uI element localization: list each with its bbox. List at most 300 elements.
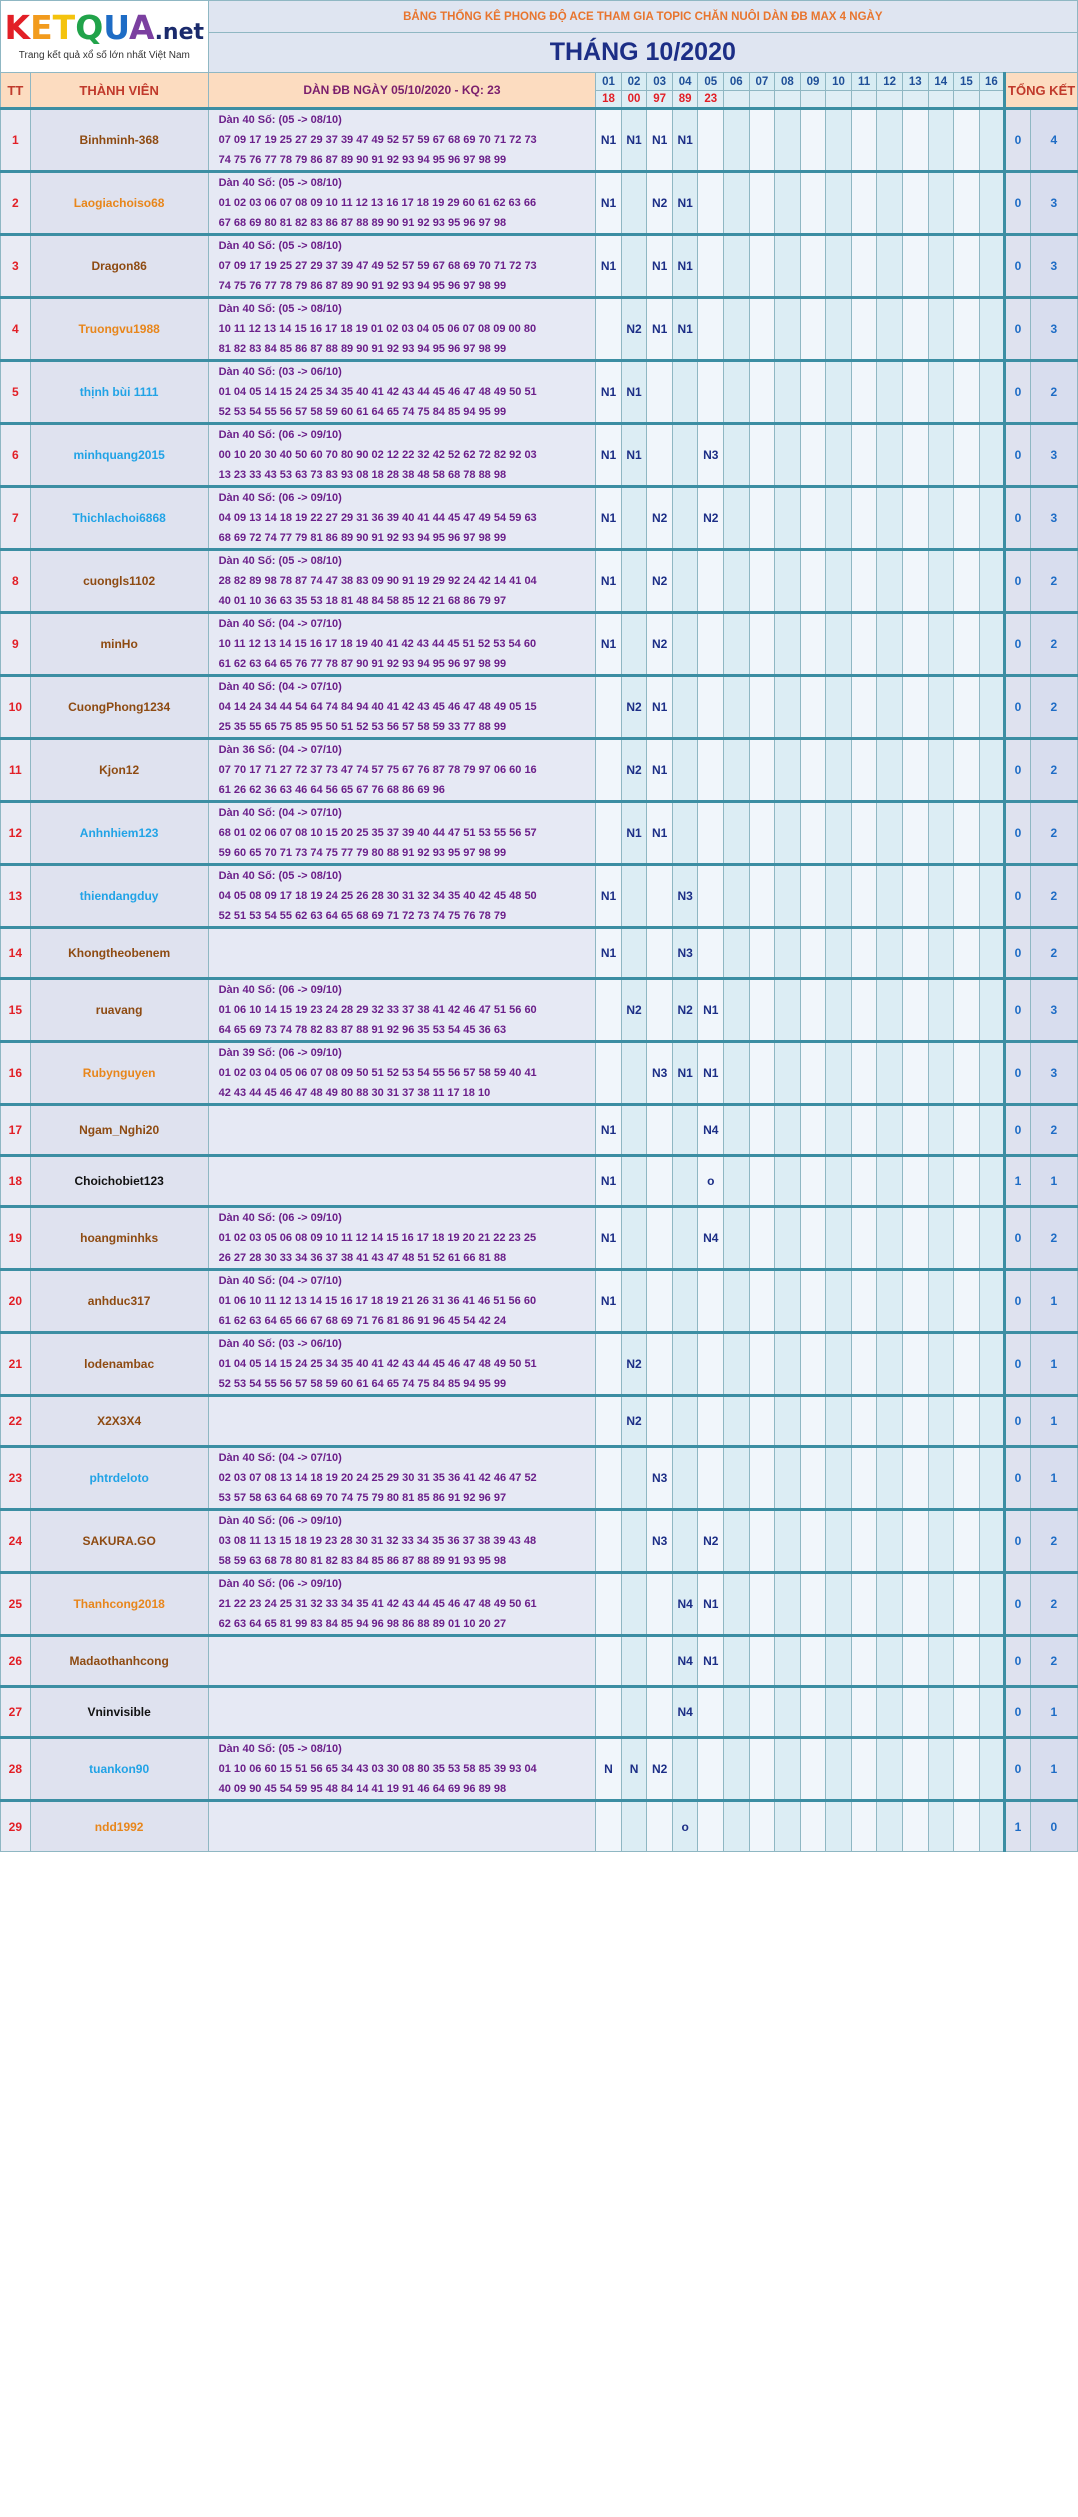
day-mark xyxy=(928,739,954,802)
day-mark xyxy=(902,361,928,424)
day-mark xyxy=(621,1042,647,1105)
row-number: 14 xyxy=(1,928,31,979)
total-days: 1 xyxy=(1030,1687,1077,1738)
dan-line: 74 75 76 77 78 79 86 87 89 90 91 92 93 94 95 96 97 98 99 xyxy=(218,154,507,166)
day-mark xyxy=(954,1042,980,1105)
day-mark xyxy=(902,1447,928,1510)
day-mark xyxy=(979,1333,1005,1396)
day-mark xyxy=(775,424,801,487)
day-header-15: 15 xyxy=(954,73,980,91)
row-number: 1 xyxy=(1,109,31,172)
day-mark: N1 xyxy=(647,235,673,298)
day-mark xyxy=(826,1801,852,1852)
day-mark xyxy=(749,235,775,298)
total-days: 1 xyxy=(1030,1738,1077,1801)
member-dan xyxy=(208,676,596,739)
day-mark xyxy=(877,739,903,802)
day-mark xyxy=(775,361,801,424)
day-mark xyxy=(954,172,980,235)
dan-line: 03 08 11 13 15 18 19 23 28 30 31 32 33 34 35 36 37 38 39 43 48 xyxy=(218,1535,537,1547)
day-mark: N2 xyxy=(621,1396,647,1447)
day-mark xyxy=(800,1207,826,1270)
total-hits: 0 xyxy=(1005,1270,1031,1333)
day-mark xyxy=(698,1270,724,1333)
row-number: 29 xyxy=(1,1801,31,1852)
member-dan xyxy=(208,1333,596,1396)
day-mark xyxy=(902,1573,928,1636)
dan-line: Dàn 40 Số: (05 -> 08/10) xyxy=(218,177,342,189)
day-mark xyxy=(877,361,903,424)
day-mark xyxy=(851,865,877,928)
day-mark xyxy=(877,298,903,361)
dan-line: 59 60 65 70 71 73 74 75 77 79 80 88 91 92 93 95 97 98 99 xyxy=(218,847,507,859)
row-number: 28 xyxy=(1,1738,31,1801)
day-mark xyxy=(647,1396,673,1447)
day-mark xyxy=(775,1156,801,1207)
dan-line: Dàn 40 Số: (04 -> 07/10) xyxy=(218,681,342,693)
dan-line: Dàn 40 Số: (06 -> 09/10) xyxy=(218,492,342,504)
day-mark xyxy=(800,172,826,235)
total-days: 2 xyxy=(1030,802,1077,865)
dan-line: 42 43 44 45 46 47 48 49 80 88 30 31 37 38 11 17 18 10 xyxy=(218,1087,491,1099)
day-mark xyxy=(698,1738,724,1801)
day-mark xyxy=(979,1447,1005,1510)
day-mark xyxy=(647,1270,673,1333)
member-name: Vninvisible xyxy=(30,1687,208,1738)
logo-letter: E xyxy=(30,8,53,47)
day-mark xyxy=(851,928,877,979)
day-mark xyxy=(775,928,801,979)
total-days: 1 xyxy=(1030,1333,1077,1396)
day-mark xyxy=(928,1270,954,1333)
day-mark xyxy=(647,1687,673,1738)
dan-line: 01 10 06 60 15 51 56 65 34 43 03 30 08 80 35 53 58 85 39 93 04 xyxy=(218,1763,537,1775)
dan-line: 01 02 03 05 06 08 09 10 11 12 14 15 16 17 18 19 20 21 22 23 25 xyxy=(218,1232,537,1244)
day-mark xyxy=(928,1156,954,1207)
day-mark xyxy=(596,1042,622,1105)
day-mark: N3 xyxy=(698,424,724,487)
day-mark xyxy=(749,550,775,613)
day-mark: N2 xyxy=(647,1738,673,1801)
dan-line: 81 82 83 84 85 86 87 88 89 90 91 92 93 94 95 96 97 98 99 xyxy=(218,343,507,355)
day-mark xyxy=(698,739,724,802)
row-number: 27 xyxy=(1,1687,31,1738)
day-mark xyxy=(851,1270,877,1333)
day-mark xyxy=(621,1447,647,1510)
day-mark xyxy=(877,613,903,676)
member-dan xyxy=(208,802,596,865)
day-mark xyxy=(775,1207,801,1270)
dan-line: 53 57 58 63 64 68 69 70 74 75 79 80 81 85 86 91 92 96 97 xyxy=(218,1492,507,1504)
total-hits: 0 xyxy=(1005,1738,1031,1801)
day-mark xyxy=(851,1447,877,1510)
day-mark xyxy=(775,1042,801,1105)
day-mark xyxy=(954,979,980,1042)
member-dan xyxy=(208,865,596,928)
day-mark xyxy=(826,802,852,865)
row-number: 22 xyxy=(1,1396,31,1447)
day-mark xyxy=(979,1687,1005,1738)
day-mark xyxy=(877,1105,903,1156)
total-days: 1 xyxy=(1030,1447,1077,1510)
day-mark xyxy=(826,1738,852,1801)
day-mark xyxy=(647,1156,673,1207)
day-mark xyxy=(800,1687,826,1738)
day-mark: N1 xyxy=(698,979,724,1042)
day-result-08 xyxy=(775,91,801,109)
day-mark xyxy=(826,1042,852,1105)
member-dan xyxy=(208,487,596,550)
day-mark xyxy=(928,865,954,928)
day-mark: N2 xyxy=(621,676,647,739)
member-name: cuongls1102 xyxy=(30,550,208,613)
total-hits: 0 xyxy=(1005,1042,1031,1105)
member-row xyxy=(1,1447,1078,1510)
day-mark xyxy=(954,802,980,865)
day-mark xyxy=(800,1396,826,1447)
day-mark xyxy=(800,1801,826,1852)
day-mark xyxy=(877,928,903,979)
day-mark xyxy=(621,1156,647,1207)
member-dan xyxy=(208,1207,596,1270)
day-mark xyxy=(775,1396,801,1447)
day-mark xyxy=(928,109,954,172)
total-hits: 0 xyxy=(1005,1396,1031,1447)
day-mark xyxy=(596,979,622,1042)
dan-line: 01 02 03 04 05 06 07 08 09 50 51 52 53 54 55 56 57 58 59 40 41 xyxy=(218,1067,537,1079)
member-row xyxy=(1,1042,1078,1105)
total-days: 2 xyxy=(1030,865,1077,928)
member-dan xyxy=(208,1105,596,1156)
day-mark xyxy=(724,1801,750,1852)
day-mark: N4 xyxy=(698,1105,724,1156)
day-mark: N1 xyxy=(621,361,647,424)
day-mark: N4 xyxy=(672,1636,698,1687)
day-mark xyxy=(826,1573,852,1636)
day-mark xyxy=(800,298,826,361)
day-mark xyxy=(775,1270,801,1333)
day-mark xyxy=(724,1687,750,1738)
day-mark xyxy=(775,1105,801,1156)
dan-line: Dàn 40 Số: (04 -> 07/10) xyxy=(218,618,342,630)
member-row xyxy=(1,1636,1078,1687)
day-mark xyxy=(724,979,750,1042)
member-dan xyxy=(208,1801,596,1852)
day-mark xyxy=(647,1573,673,1636)
day-mark: N1 xyxy=(596,928,622,979)
day-mark xyxy=(979,1156,1005,1207)
day-mark: N1 xyxy=(621,802,647,865)
row-number: 4 xyxy=(1,298,31,361)
dan-line: Dàn 39 Số: (06 -> 09/10) xyxy=(218,1047,342,1059)
day-mark xyxy=(800,109,826,172)
day-mark: N1 xyxy=(647,298,673,361)
day-header-11: 11 xyxy=(851,73,877,91)
day-mark xyxy=(647,424,673,487)
day-mark xyxy=(826,739,852,802)
day-mark xyxy=(979,1573,1005,1636)
day-mark xyxy=(954,1447,980,1510)
day-mark xyxy=(954,1105,980,1156)
day-mark xyxy=(902,1636,928,1687)
day-mark xyxy=(672,1333,698,1396)
day-mark xyxy=(800,739,826,802)
day-mark xyxy=(749,928,775,979)
member-name: thịnh bùi 1111 xyxy=(30,361,208,424)
row-number: 2 xyxy=(1,172,31,235)
day-mark xyxy=(621,172,647,235)
day-mark xyxy=(775,109,801,172)
day-mark xyxy=(596,739,622,802)
day-mark xyxy=(749,1687,775,1738)
day-mark xyxy=(851,979,877,1042)
day-mark xyxy=(877,1333,903,1396)
day-mark: N1 xyxy=(698,1636,724,1687)
member-name: CuongPhong1234 xyxy=(30,676,208,739)
day-mark xyxy=(698,235,724,298)
day-mark: N2 xyxy=(647,613,673,676)
day-mark xyxy=(672,739,698,802)
day-mark xyxy=(877,865,903,928)
day-mark xyxy=(698,613,724,676)
member-name: Thanhcong2018 xyxy=(30,1573,208,1636)
dan-line: 40 09 90 45 54 59 95 48 84 14 41 19 91 46 64 69 96 89 98 xyxy=(218,1783,507,1795)
dan-line: Dàn 40 Số: (03 -> 06/10) xyxy=(218,1338,342,1350)
day-mark xyxy=(749,1270,775,1333)
dan-line: 01 04 05 14 15 24 25 34 35 40 41 42 43 44 45 46 47 48 49 50 51 xyxy=(218,1358,537,1370)
day-mark xyxy=(724,1396,750,1447)
day-mark xyxy=(698,298,724,361)
day-header-09: 09 xyxy=(800,73,826,91)
day-mark xyxy=(596,1687,622,1738)
member-dan xyxy=(208,1573,596,1636)
day-mark: N1 xyxy=(621,424,647,487)
day-mark xyxy=(672,361,698,424)
day-mark: N2 xyxy=(647,172,673,235)
day-mark xyxy=(621,1801,647,1852)
dan-line: Dàn 40 Số: (05 -> 08/10) xyxy=(218,240,342,252)
day-mark xyxy=(698,109,724,172)
day-mark xyxy=(928,1207,954,1270)
day-mark xyxy=(724,1105,750,1156)
day-mark xyxy=(826,1687,852,1738)
day-mark: N2 xyxy=(647,550,673,613)
total-hits: 0 xyxy=(1005,361,1031,424)
dan-line: 67 68 69 80 81 82 83 86 87 88 89 90 91 92 93 95 96 97 98 xyxy=(218,217,507,229)
day-mark: N1 xyxy=(596,865,622,928)
day-mark xyxy=(621,1687,647,1738)
day-mark xyxy=(928,487,954,550)
row-number: 13 xyxy=(1,865,31,928)
day-mark xyxy=(698,1396,724,1447)
row-number: 25 xyxy=(1,1573,31,1636)
day-mark xyxy=(954,1396,980,1447)
day-header-02: 02 xyxy=(621,73,647,91)
total-days: 2 xyxy=(1030,613,1077,676)
day-mark xyxy=(826,1333,852,1396)
logo-letter: U xyxy=(103,8,130,47)
day-mark xyxy=(954,613,980,676)
logo-letter: A xyxy=(129,8,155,47)
day-mark xyxy=(749,298,775,361)
banner-title: BẢNG THỐNG KÊ PHONG ĐỘ ACE THAM GIA TOPIC CHĂN NUÔI DÀN ĐB MAX 4 NGÀY xyxy=(208,1,1077,33)
dan-line: Dàn 40 Số: (06 -> 09/10) xyxy=(218,1212,342,1224)
day-mark xyxy=(979,487,1005,550)
day-mark xyxy=(928,676,954,739)
member-dan xyxy=(208,424,596,487)
day-mark: N1 xyxy=(596,172,622,235)
day-mark: o xyxy=(672,1801,698,1852)
total-hits: 0 xyxy=(1005,487,1031,550)
total-days: 2 xyxy=(1030,1510,1077,1573)
day-mark xyxy=(621,928,647,979)
dan-line: 25 35 55 65 75 85 95 50 51 52 53 56 57 58 59 33 77 88 99 xyxy=(218,721,507,733)
total-days: 3 xyxy=(1030,979,1077,1042)
day-mark xyxy=(749,1333,775,1396)
day-mark xyxy=(979,1270,1005,1333)
member-row xyxy=(1,1738,1078,1801)
total-days: 3 xyxy=(1030,424,1077,487)
member-name: Anhnhiem123 xyxy=(30,802,208,865)
header-member: THÀNH VIÊN xyxy=(30,73,208,109)
day-mark xyxy=(851,298,877,361)
day-mark xyxy=(698,802,724,865)
day-mark xyxy=(800,1333,826,1396)
day-mark xyxy=(979,550,1005,613)
day-mark xyxy=(954,1207,980,1270)
day-mark xyxy=(698,676,724,739)
day-mark xyxy=(775,1801,801,1852)
member-name: SAKURA.GO xyxy=(30,1510,208,1573)
day-mark xyxy=(877,802,903,865)
day-mark xyxy=(902,865,928,928)
member-row xyxy=(1,1105,1078,1156)
day-mark xyxy=(800,979,826,1042)
day-mark xyxy=(775,1636,801,1687)
dan-line: 07 09 17 19 25 27 29 37 39 47 49 52 57 59 67 68 69 70 71 72 73 xyxy=(218,260,537,272)
dan-line: 58 59 63 68 78 80 81 82 83 84 85 86 87 88 89 91 93 95 98 xyxy=(218,1555,507,1567)
day-mark xyxy=(800,865,826,928)
day-mark xyxy=(877,1573,903,1636)
total-hits: 0 xyxy=(1005,802,1031,865)
day-mark xyxy=(877,172,903,235)
member-dan xyxy=(208,109,596,172)
day-result-03: 97 xyxy=(647,91,673,109)
total-hits: 1 xyxy=(1005,1156,1031,1207)
header-dan: DÀN ĐB NGÀY 05/10/2020 - KQ: 23 xyxy=(208,73,596,109)
day-mark xyxy=(877,1636,903,1687)
day-mark xyxy=(954,550,980,613)
day-mark xyxy=(775,298,801,361)
day-mark: N2 xyxy=(647,487,673,550)
day-mark xyxy=(724,1042,750,1105)
row-number: 17 xyxy=(1,1105,31,1156)
day-mark: N1 xyxy=(672,109,698,172)
day-mark xyxy=(826,361,852,424)
member-name: X2X3X4 xyxy=(30,1396,208,1447)
day-mark: N2 xyxy=(698,1510,724,1573)
total-days: 3 xyxy=(1030,487,1077,550)
day-mark xyxy=(621,1105,647,1156)
total-days: 1 xyxy=(1030,1270,1077,1333)
header-tt: TT xyxy=(1,73,31,109)
day-header-05: 05 xyxy=(698,73,724,91)
day-mark xyxy=(826,235,852,298)
member-row xyxy=(1,235,1078,298)
day-mark xyxy=(902,487,928,550)
day-mark xyxy=(698,1333,724,1396)
member-dan xyxy=(208,172,596,235)
day-mark xyxy=(851,235,877,298)
member-row xyxy=(1,613,1078,676)
dan-line: Dàn 40 Số: (04 -> 07/10) xyxy=(218,1275,342,1287)
member-name: Dragon86 xyxy=(30,235,208,298)
day-mark xyxy=(902,1687,928,1738)
dan-line: 01 02 03 06 07 08 09 10 11 12 13 16 17 18 19 29 60 61 62 63 66 xyxy=(218,197,537,209)
day-mark xyxy=(724,172,750,235)
day-mark xyxy=(979,1396,1005,1447)
day-mark xyxy=(877,1156,903,1207)
day-mark xyxy=(775,1573,801,1636)
day-mark xyxy=(826,928,852,979)
day-header-16: 16 xyxy=(979,73,1005,91)
row-number: 18 xyxy=(1,1156,31,1207)
dan-line: 62 63 64 65 81 99 83 84 85 94 96 98 86 88 89 01 10 20 27 xyxy=(218,1618,507,1630)
day-mark xyxy=(851,1573,877,1636)
day-mark: N2 xyxy=(672,979,698,1042)
day-mark xyxy=(800,1270,826,1333)
day-mark xyxy=(749,979,775,1042)
day-mark xyxy=(826,298,852,361)
day-mark xyxy=(902,1333,928,1396)
dan-line: 64 65 69 73 74 78 82 83 87 88 91 92 96 35 53 54 45 36 63 xyxy=(218,1024,507,1036)
row-number: 6 xyxy=(1,424,31,487)
member-name: Truongvu1988 xyxy=(30,298,208,361)
day-mark xyxy=(902,298,928,361)
day-mark xyxy=(851,550,877,613)
day-mark: N1 xyxy=(647,676,673,739)
day-mark xyxy=(851,1738,877,1801)
day-header-13: 13 xyxy=(902,73,928,91)
day-mark xyxy=(979,979,1005,1042)
day-mark xyxy=(979,361,1005,424)
day-mark: N1 xyxy=(596,361,622,424)
day-mark xyxy=(724,1573,750,1636)
day-mark xyxy=(749,676,775,739)
day-mark: N1 xyxy=(596,235,622,298)
day-mark xyxy=(775,802,801,865)
day-mark xyxy=(749,487,775,550)
day-mark xyxy=(647,928,673,979)
member-dan xyxy=(208,613,596,676)
day-mark xyxy=(902,1105,928,1156)
total-days: 2 xyxy=(1030,1105,1077,1156)
day-result-01: 18 xyxy=(596,91,622,109)
logo-text xyxy=(5,8,155,47)
day-mark xyxy=(902,1207,928,1270)
member-row xyxy=(1,1207,1078,1270)
day-mark xyxy=(928,424,954,487)
row-number: 5 xyxy=(1,361,31,424)
day-header-10: 10 xyxy=(826,73,852,91)
day-mark xyxy=(877,550,903,613)
day-mark xyxy=(672,550,698,613)
day-mark: N1 xyxy=(698,1042,724,1105)
dan-line: 61 62 63 64 65 66 67 68 69 71 76 81 86 91 96 45 54 42 24 xyxy=(218,1315,507,1327)
day-mark xyxy=(928,928,954,979)
day-mark xyxy=(979,235,1005,298)
day-header-14: 14 xyxy=(928,73,954,91)
